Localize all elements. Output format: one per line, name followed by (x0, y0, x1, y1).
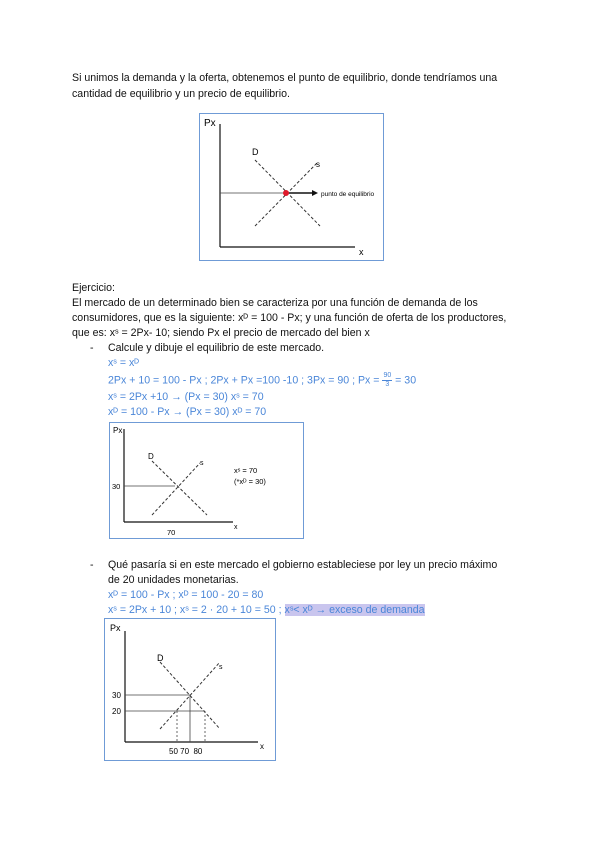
note-demand-qty: (*xᴰ = 30) (234, 477, 266, 486)
intro-line-1: Si unimos la demanda y la oferta, obtenemos el punto de equilibrio, donde tendríamos una (72, 72, 498, 84)
q1-step-1: xˢ = xᴰ (108, 357, 140, 369)
graph-price-ceiling (104, 618, 276, 761)
price-tick-30: 30 (112, 482, 121, 491)
qty-tick-70: 70 (167, 528, 176, 537)
excess-demand-highlight: xˢ< xᴰ → exceso de demanda (284, 604, 425, 616)
intro-line-2: cantidad de equilibrio y un precio de equilibrio. (72, 88, 290, 100)
q2-bullet: - (90, 559, 94, 571)
supply-line (152, 463, 200, 515)
equilibrium-annotation: punto de equilibrio (321, 191, 375, 198)
demand-label: D (148, 452, 154, 461)
q1-step-2 (108, 372, 416, 389)
y-axis-label: Px (110, 623, 121, 633)
exercise-line-3: que es: xˢ = 2Px- 10; siendo Px el precio de mercado del bien x (72, 327, 370, 339)
x-axis-label: x (260, 742, 264, 751)
qty-ticks: 50 70 80 (169, 747, 203, 756)
equilibrium-point (283, 190, 289, 196)
q1-fraction (382, 372, 392, 389)
q1-fraction-num: 90 (383, 372, 392, 379)
demand-label: D (252, 147, 259, 157)
q1-step-4: xᴰ = 100 - Px → (Px = 30) xᴰ = 70 (108, 406, 267, 418)
supply-label: s (316, 160, 320, 169)
x-axis-label: x (234, 524, 238, 531)
demand-label: D (157, 653, 164, 663)
q2-step-1: xᴰ = 100 - Px ; xᴰ = 100 - 20 = 80 (108, 589, 264, 601)
price-tick-20: 20 (112, 707, 121, 716)
exercise-line-1: El mercado de un determinado bien se caracteriza por una función de demanda de los (72, 297, 478, 309)
graph-2-svg (110, 423, 303, 538)
exercise-line-2: consumidores, que es la siguiente: xᴰ = 100 - Px; y una función de oferta de los productores, (72, 312, 507, 324)
arrow-head-icon (312, 190, 318, 196)
demand-line (152, 461, 207, 515)
q2-step-2 (108, 602, 425, 618)
graph-equilibrium (199, 113, 384, 261)
exercise-heading: Ejercicio: (72, 282, 115, 294)
graph-equilibrium-30-70 (109, 422, 304, 539)
graph-3-svg (105, 619, 275, 760)
note-supply-qty: xˢ = 70 (234, 466, 258, 475)
supply-label: s (200, 460, 204, 467)
q1-step-2-end: = 30 (392, 374, 417, 387)
q1-bullet: - (90, 342, 94, 354)
q1-fraction-den: 3 (385, 381, 390, 388)
y-axis-label: Px (204, 118, 216, 129)
q2-step-2-text: xˢ = 2Px + 10 ; xˢ = 2 · 20 + 10 = 50 ; (108, 604, 285, 616)
graph-equilibrium-svg (200, 114, 383, 260)
q1-step-3: xˢ = 2Px +10 → (Px = 30) xˢ = 70 (108, 391, 264, 403)
y-axis-label: Px (113, 426, 123, 435)
q1-text: Calcule y dibuje el equilibrio de este mercado. (108, 342, 325, 354)
x-axis-label: x (359, 247, 364, 257)
price-tick-30: 30 (112, 691, 121, 700)
q2-text-2: de 20 unidades monetarias. (108, 574, 239, 586)
q2-text-1: Qué pasaría si en este mercado el gobierno estableciese por ley un precio máximo (108, 559, 498, 571)
q1-step-2-text: 2Px + 10 = 100 - Px ; 2Px + Px =100 -10 ; 3Px = 90 ; Px = (108, 374, 383, 387)
supply-label: s (219, 664, 223, 671)
